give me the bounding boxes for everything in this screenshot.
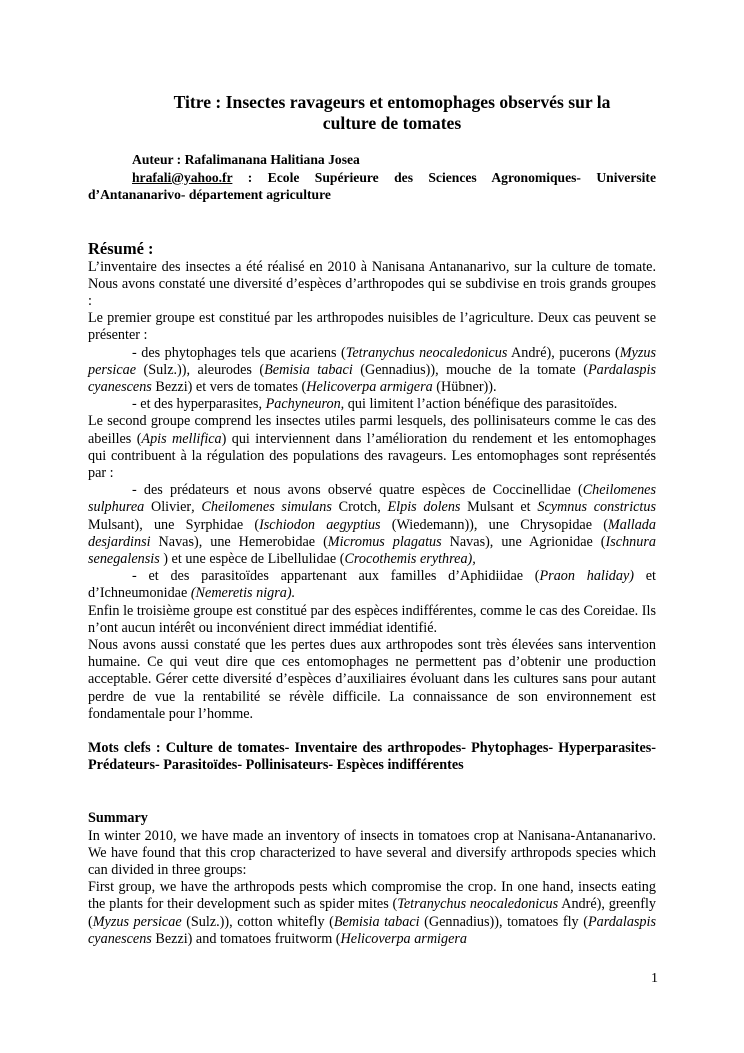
resume-bullet-phytophages: - des phytophages tels que acariens (Tetranychus neocaledonicus André), pucerons (Myzus persicae (Sulz.)), aleurodes (Bemisia tabaci (Gennadius)), mouche de la tomate (Pardalaspis cyanescens Bezzi) et vers de tomates (Helicoverpa armigera (Hübner)). bbox=[88, 344, 656, 395]
email-link[interactable]: hrafali@yahoo.fr bbox=[132, 169, 233, 185]
title-line-1: Titre : Insectes ravageurs et entomophages observés sur la bbox=[173, 92, 611, 112]
resume-bullet-predateurs: - des prédateurs et nous avons observé quatre espèces de Coccinellidae (Cheilomenes sulphurea Olivier, Cheilomenes simulans Crotch, Elpis dolens Mulsant et Scymnus constrictus Mulsant), une Syrphidae (Ischiodon aegyptius (Wiedemann)), une Chrysopidae (Mallada desjardinsi Navas), une Hemerobidae (Micromus plagatus Navas), une Agrionidae (Ischnura senegalensis ) et une espèce de Libellulidae (Crocothemis erythrea), bbox=[88, 482, 656, 567]
paper-title bbox=[128, 92, 656, 134]
resume-paragraph-2: Le premier groupe est constitué par les arthropodes nuisibles de l’agriculture. Deux cas peuvent se présenter : bbox=[88, 310, 656, 344]
resume-paragraph-3: Le second groupe comprend les insectes utiles parmi lesquels, des pollinisateurs comme le cas des abeilles (Apis mellifica) qui interviennent dans l’amélioration du rendement et les entomophages qui contribuent à la régulation des populations des ravageurs. Les entomophages sont représentés par : bbox=[88, 413, 656, 481]
summary-paragraph-1: In winter 2010, we have made an inventory of insects in tomatoes crop at Nanisana-Antananarivo. We have found that this crop characterized to have several and diversify arthropods species which can divided in three groups: bbox=[88, 827, 656, 878]
resume-heading: Résumé : bbox=[88, 238, 154, 258]
resume-paragraph-1: L’inventaire des insectes a été réalisé en 2010 à Nanisana Antananarivo, sur la culture de tomate. Nous avons constaté une diversité d’espèces d’arthropodes qui se subdivise en trois grands groupes : bbox=[88, 258, 656, 309]
resume-paragraph-4: Enfin le troisième groupe est constitué par des espèces indifférentes, comme le cas des Coreidae. Ils n’ont aucun intérêt ou inconvénient direct immédiat identifié. bbox=[88, 602, 656, 636]
page-number: 1 bbox=[651, 971, 658, 986]
keywords: Mots clefs : Culture de tomates- Inventaire des arthropodes- Phytophages- Hyperparasites- Prédateurs- Parasitoïdes- Pollinisateurs- Espèces indifférentes bbox=[88, 739, 656, 774]
resume-bullet-parasitoides: - et des parasitoïdes appartenant aux familles d’Aphidiidae (Praon haliday) et d’Ichneumonidae (Nemeretis nigra). bbox=[88, 568, 656, 602]
resume-bullet-hyperparasites: - et des hyperparasites, Pachyneuron, qui limitent l’action bénéfique des parasitoïdes. bbox=[132, 396, 618, 413]
affiliation-text: : Ecole Supérieure des Sciences Agronomiques- Universite d’Antananarivo- département agriculture bbox=[88, 169, 656, 202]
summary-heading: Summary bbox=[88, 810, 148, 827]
title-line-2: culture de tomates bbox=[322, 113, 462, 133]
affiliation bbox=[88, 169, 656, 204]
summary-paragraph-2: First group, we have the arthropods pests which compromise the crop. In one hand, insects eating the plants for their development such as spider mites (Tetranychus neocaledonicus André), greenfly (Myzus persicae (Sulz.)), cotton whitefly (Bemisia tabaci (Gennadius)), tomatoes fly (Pardalaspis cyanescens Bezzi) and tomatoes fruitworm (Helicoverpa armigera bbox=[88, 879, 656, 947]
resume-paragraph-5: Nous avons aussi constaté que les pertes dues aux arthropodes sont très élevées sans intervention humaine. Ce qui veut dire que ces entomophages ne permettent pas d’obtenir une production acceptable. Gérer cette diversité d’espèces d’auxiliaires évoluant dans les cultures sans pour autant perdre de vue la rentabilité se révèle difficile. La connaissance de son environnement est fondamentale pour l’homme. bbox=[88, 636, 656, 722]
author-line: Auteur : Rafalimanana Halitiana Josea bbox=[132, 152, 360, 167]
document-page bbox=[88, 92, 656, 948]
